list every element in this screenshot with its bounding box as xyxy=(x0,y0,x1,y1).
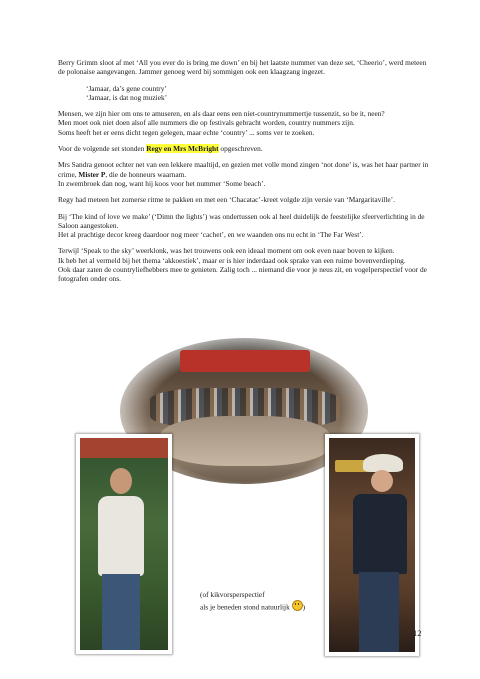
paragraph-line: Men moet ook niet doen alsof alle nummers die op festivals gebracht worden, country nummers zijn. xyxy=(58,118,355,128)
paragraph-line: Bij ‘The kind of love we make’ (‘Dimn the lights’) was ondertussen ook al heel duidelijk de feestelijke sfeerverlichting in de Saloon aangestoken. xyxy=(58,211,425,230)
paragraph-kind-of-love xyxy=(58,212,430,240)
bold-name-mister-p: Mister P xyxy=(78,169,106,179)
photo-banner-shape xyxy=(180,350,310,372)
photo-caption xyxy=(200,590,305,612)
paragraph-line: Soms heeft het er eens dicht tegen gelegen, maar echte ‘country’ ... soms ver te zoeken. xyxy=(58,127,315,137)
paragraph-regy: Regy had meteen het zomerse ritme te pakken en met een ‘Chacatac’-kreet volgde zijn versie van ‘Margaritaville’. xyxy=(58,195,395,205)
paragraph-text: Voor de volgende set stonden xyxy=(58,143,147,153)
photo-floor-shape xyxy=(160,416,330,466)
caption-close-paren: ) xyxy=(302,602,306,612)
highlighted-names: Regy en Mrs McBright xyxy=(146,143,219,153)
photo-person-vest xyxy=(353,494,407,574)
paragraph-line: In zwembroek dan nog, want hij koos voor het nummer ‘Some beach’. xyxy=(58,178,266,188)
photo-photographer-right xyxy=(325,434,419,656)
article-body xyxy=(58,58,430,290)
photo-roof-shape xyxy=(80,438,168,458)
quote-line-2: ‘Jamaar, is dat nog muziek’ xyxy=(86,92,168,102)
paragraph-text: Mrs Sandra genoot echter net van een lekkere maaltijd, en gezien met volle mond zingen ‘not done’ is, was het haar partner in crime, xyxy=(58,160,429,179)
photo-person-shirt xyxy=(98,496,144,576)
paragraph-text: opgeschreven. xyxy=(218,143,263,153)
photo-photographer-left xyxy=(76,434,172,654)
quote-block xyxy=(86,84,430,102)
paragraph-berry-grimm: Berry Grimm sloot af met ‘All you ever do is bring me down’ en bij het laatste nummer van deze set, ‘Cheerio’, werd meteen de polonaise aangevangen. Jammer genoeg werd bij sommigen ook een klaagzang ingezet. xyxy=(58,58,427,77)
photo-person-head xyxy=(110,468,132,494)
paragraph-line: Terwijl ‘Speak to the sky’ weerklonk, was het trouwens ook een ideaal moment om ook even naar boven te kijken. xyxy=(58,246,395,256)
paragraph-mrs-sandra xyxy=(58,160,430,188)
page-number: 12 xyxy=(413,628,422,638)
paragraph-line: Het al prachtige decor kreeg daardoor nog meer ‘cachet’, en we waanden ons nu echt in ‘The Far West’. xyxy=(58,229,364,239)
paragraph-line: Ook daar zaten de countryliefhebbers mee te genieten. Zalig toch ... niemand die voor je neus zit, en vogelperspectief voor de fotografen onder ons. xyxy=(58,264,427,283)
quote-line-1: ‘Jamaar, da’s gene country’ xyxy=(86,83,167,93)
smiley-face-icon xyxy=(292,600,306,612)
photo-person-jeans xyxy=(359,572,399,652)
photo-person-head xyxy=(371,470,393,492)
paragraph-volgende-set xyxy=(58,144,430,153)
paragraph-speak-to-the-sky xyxy=(58,246,430,283)
paragraph-line: Ik heb het al vermeld bij het thema ‘akkoestiek’, maar er is hier inderdaad ook sprake van een ruime bovenverdieping. xyxy=(58,255,406,265)
paragraph-amuseren xyxy=(58,109,430,137)
paragraph-line: Mensen, we zijn hier om ons te amuseren, en als daar eens een niet-countrynummertje tussenzit, so be it, neen? xyxy=(58,109,385,119)
paragraph-text: , die de honneurs waarnam. xyxy=(105,169,187,179)
caption-line-2: als je beneden stond natuurlijk xyxy=(200,602,290,612)
photo-person-jeans xyxy=(102,574,140,650)
caption-line-1: (of kikvorsperspectief xyxy=(200,590,265,599)
